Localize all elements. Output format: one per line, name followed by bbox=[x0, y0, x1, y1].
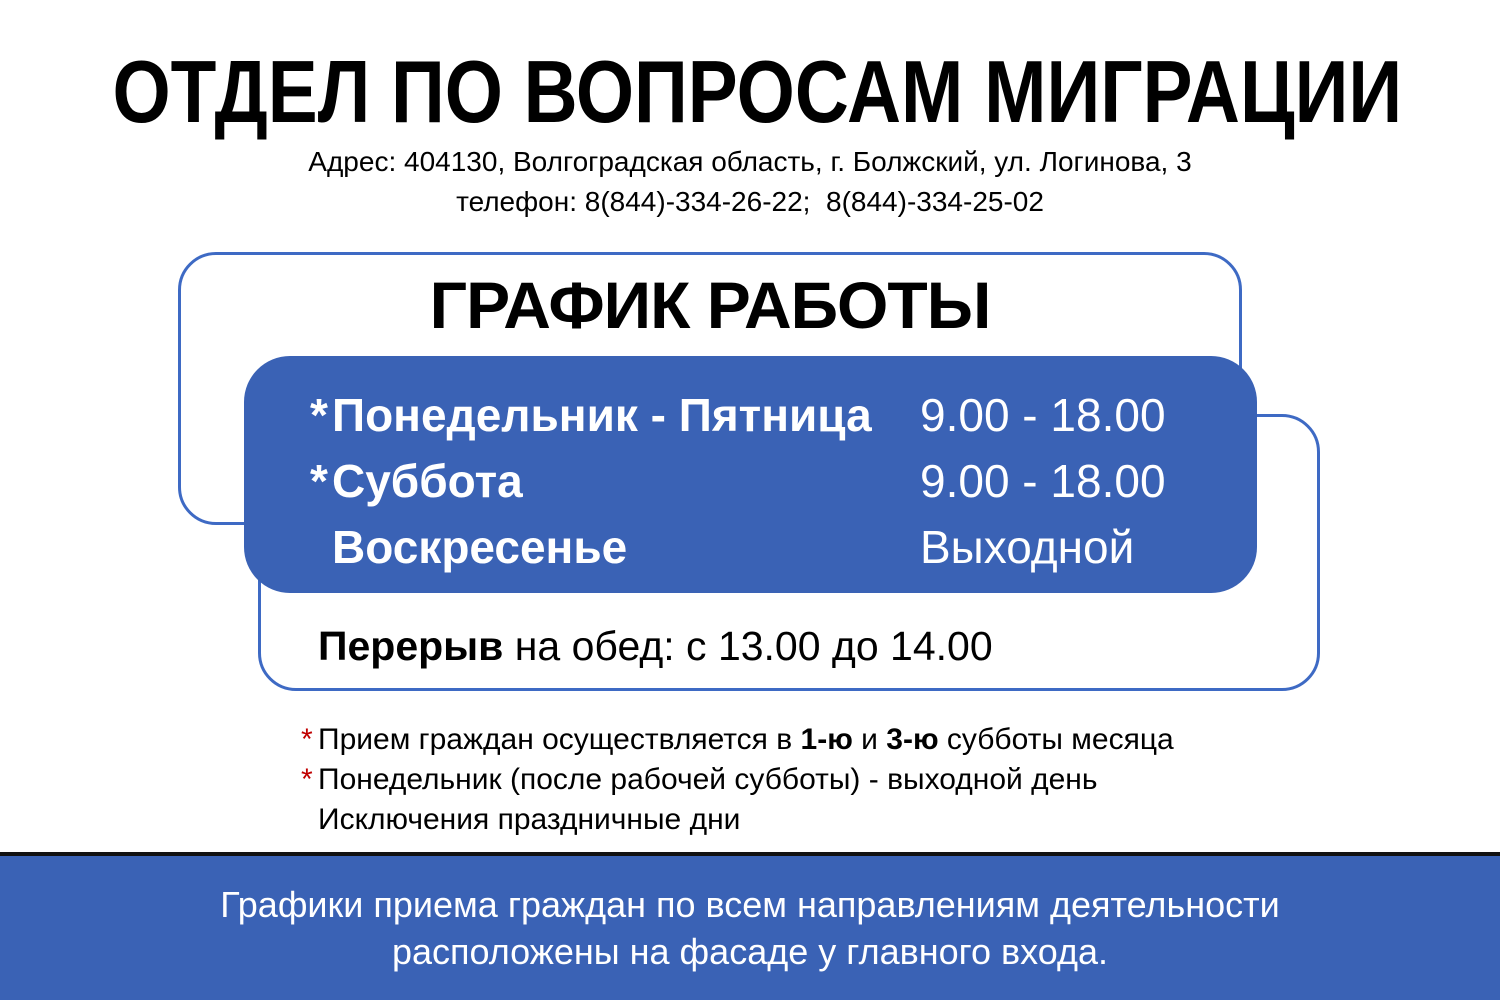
schedule-row-saturday bbox=[244, 448, 1257, 514]
day-label bbox=[310, 520, 920, 574]
page-title: ОТДЕЛ ПО ВОПРОСАМ МИГРАЦИИ bbox=[112, 42, 1403, 141]
red-asterisk: * bbox=[301, 723, 313, 756]
footnote-text: субботы месяца bbox=[938, 723, 1174, 756]
footnote-text: Понедельник (после рабочей субботы) - выходной день bbox=[318, 763, 1098, 796]
footnote-bold: 3-ю bbox=[886, 723, 939, 756]
day-text: Воскресенье bbox=[332, 521, 628, 573]
footnote-text: Исключения праздничные дни bbox=[318, 803, 741, 836]
asterisk-mark bbox=[310, 520, 332, 574]
schedule-row-sunday bbox=[244, 514, 1257, 580]
address-line: Адрес: 404130, Волгоградская область, г. Болжский, ул. Логинова, 3 bbox=[308, 146, 1192, 177]
red-asterisk: * bbox=[301, 763, 313, 796]
day-label bbox=[310, 388, 920, 442]
footnotes bbox=[301, 720, 1174, 840]
break-rest-text: на обед: с 13.00 до 14.00 bbox=[503, 623, 993, 669]
footer-text bbox=[0, 856, 1500, 975]
day-text: Понедельник - Пятница bbox=[332, 389, 872, 441]
schedule-rows bbox=[244, 382, 1257, 580]
footnote-monday bbox=[301, 760, 1174, 800]
footnote-holidays bbox=[301, 800, 1174, 840]
schedule-heading: ГРАФИК РАБОТЫ bbox=[429, 268, 991, 342]
footnote-bold: 1-ю bbox=[800, 723, 853, 756]
hours-text: 9.00 - 18.00 bbox=[920, 455, 1166, 507]
hours-text: 9.00 - 18.00 bbox=[920, 389, 1166, 441]
asterisk-mark: * bbox=[310, 455, 328, 507]
schedule-row-weekdays bbox=[244, 382, 1257, 448]
lunch-break-line bbox=[318, 622, 993, 670]
footer-line2: расположены на фасаде у главного входа. bbox=[392, 931, 1108, 972]
footer-banner bbox=[0, 852, 1500, 1000]
footnote-text: Прием граждан осуществляется в bbox=[318, 723, 801, 756]
contact-block bbox=[0, 142, 1500, 222]
day-label bbox=[310, 454, 920, 508]
asterisk-mark: * bbox=[310, 389, 328, 441]
hours-text: Выходной bbox=[920, 521, 1135, 573]
phone-line: телефон: 8(844)-334-26-22; 8(844)-334-25-02 bbox=[456, 186, 1044, 217]
footnote-saturdays bbox=[301, 720, 1174, 760]
footnote-text: и bbox=[852, 723, 887, 756]
break-bold-label: Перерыв bbox=[318, 623, 504, 669]
footer-line1: Графики приема граждан по всем направлениям деятельности bbox=[220, 884, 1280, 925]
day-text: Суббота bbox=[332, 455, 523, 507]
